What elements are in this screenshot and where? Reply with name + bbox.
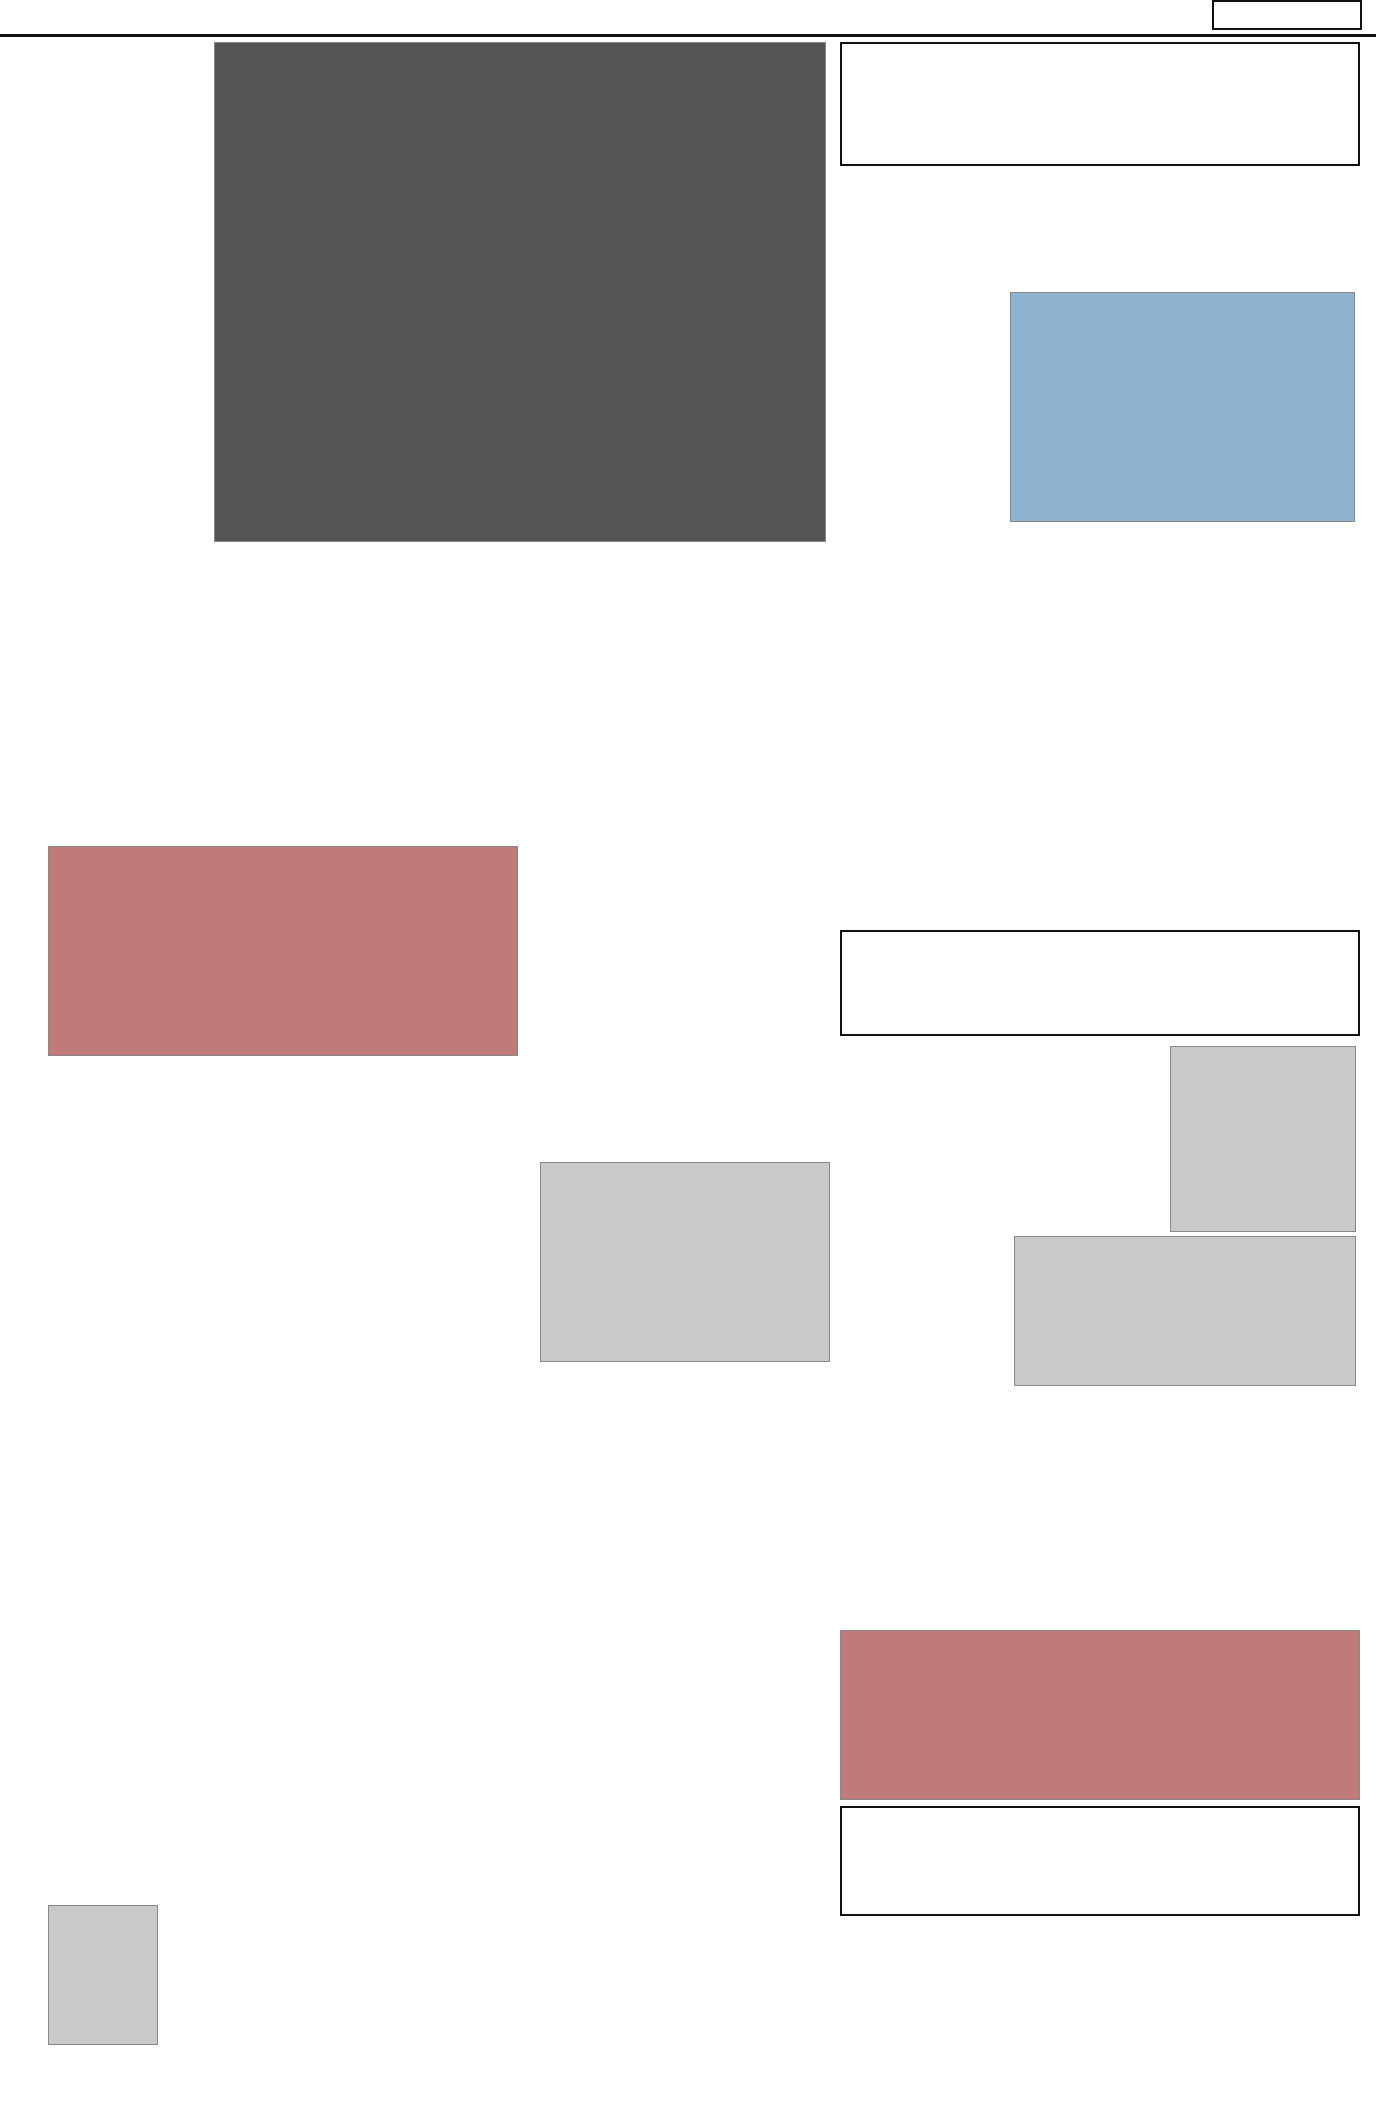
headline-a9: [365, 1640, 830, 1722]
newspaper-logo: [1212, 0, 1362, 30]
headline-a11-box: [840, 930, 1360, 1036]
headline-a3: [28, 1062, 528, 1162]
panchbibi-photo: [840, 1630, 1360, 1800]
procession-photo: [48, 846, 518, 1056]
headline-a11: [842, 932, 1358, 1036]
article-a11-body: [840, 1046, 1160, 1626]
headline-a4: [540, 846, 830, 924]
article-a9-body: [365, 1726, 830, 2106]
rally-photo: [540, 1162, 830, 1362]
academy-photo-1: [1170, 1046, 1356, 1232]
headline-a10-box: [840, 42, 1360, 166]
article-a5-body: [540, 1450, 830, 1630]
article-a12-body: [840, 1922, 1360, 2112]
missing-girl-photo: [48, 1905, 158, 2045]
flood-photo: [1010, 292, 1355, 522]
boat-photo: [214, 42, 826, 542]
masthead-rule: [0, 34, 1376, 37]
headline-a5: [540, 1366, 830, 1446]
headline-a7: [365, 1420, 530, 1500]
article-a1-body: [28, 130, 208, 950]
headline-a10: [842, 44, 1358, 166]
headline-a1: [28, 48, 208, 128]
headline-a12: [842, 1808, 1358, 1916]
headline-a12-box: [840, 1806, 1360, 1916]
article-a4-body: [540, 928, 830, 1158]
headline-a8: [28, 1752, 358, 1840]
article-a3-body: [28, 1168, 528, 1408]
article-a13-body: [540, 560, 830, 830]
article-a10-body: [840, 172, 1360, 312]
